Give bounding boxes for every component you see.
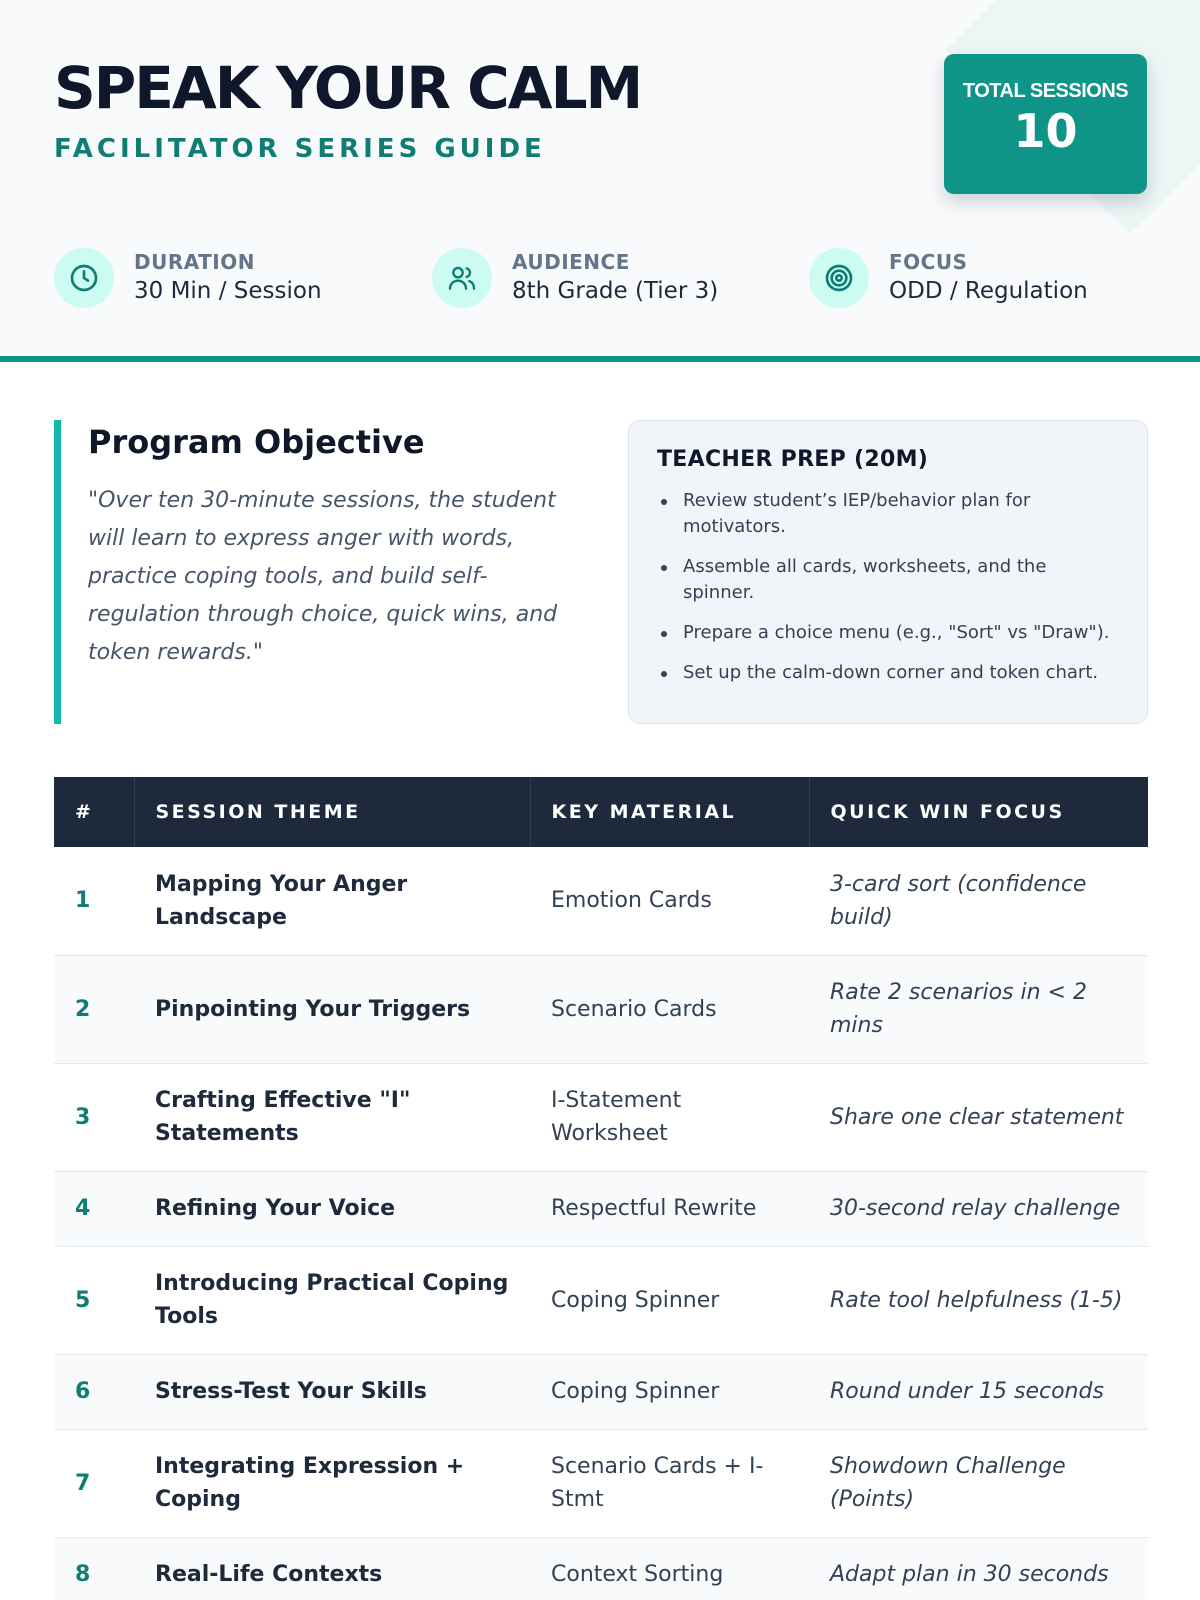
session-number: 1 (54, 847, 134, 955)
session-number: 5 (54, 1246, 134, 1354)
quick-win: 30-second relay challenge (809, 1171, 1148, 1246)
meta-label: FOCUS (889, 250, 968, 274)
table-row (54, 1354, 1148, 1429)
prep-item (657, 488, 1121, 540)
quick-win: Showdown Challenge (Points) (809, 1429, 1148, 1537)
teacher-prep-card (628, 420, 1148, 724)
key-material: Respectful Rewrite (530, 1171, 809, 1246)
quick-win: Share one clear statement (809, 1063, 1148, 1171)
session-number: 7 (54, 1429, 134, 1537)
key-material: Emotion Cards (530, 847, 809, 955)
table-row (54, 1246, 1148, 1354)
header (0, 0, 1200, 362)
prep-item (657, 620, 1121, 646)
session-number: 2 (54, 955, 134, 1063)
bullet-icon (661, 499, 667, 505)
prep-item-text: Set up the calm-down corner and token chart. (683, 662, 1099, 683)
quick-win: Round under 15 seconds (809, 1354, 1148, 1429)
meta-value: ODD / Regulation (889, 278, 1088, 304)
table-header-row (54, 777, 1148, 847)
table-row (54, 1429, 1148, 1537)
session-theme: Crafting Effective "I" Statements (134, 1063, 530, 1171)
header-number: # (54, 777, 134, 847)
meta-duration (54, 246, 322, 310)
table-row (54, 1171, 1148, 1246)
session-table (54, 777, 1148, 1600)
meta-value: 30 Min / Session (134, 278, 322, 304)
session-number: 4 (54, 1171, 134, 1246)
prep-item (657, 554, 1121, 606)
session-theme: Integrating Expression + Coping (134, 1429, 530, 1537)
header-quick-win-focus: QUICK WIN FOCUS (809, 777, 1148, 847)
bullet-icon (661, 671, 667, 677)
page-subtitle: FACILITATOR SERIES GUIDE (54, 134, 546, 164)
meta-audience (432, 246, 718, 310)
session-number: 6 (54, 1354, 134, 1429)
quick-win: 3-card sort (confidence build) (809, 847, 1148, 955)
target-icon (809, 248, 869, 308)
session-number: 8 (54, 1537, 134, 1600)
total-sessions-label: TOTAL SESSIONS (962, 80, 1129, 102)
session-theme: Mapping Your Anger Landscape (134, 847, 530, 955)
objective-quote: "Over ten 30-minute sessions, the student will learn to express anger with words, practice coping tools, and build self-regulation through choice, quick wins, and token rewards." (88, 488, 558, 665)
bullet-icon (661, 631, 667, 637)
bullet-icon (661, 565, 667, 571)
prep-item (657, 660, 1121, 686)
program-objective (54, 420, 574, 724)
key-material: I-Statement Worksheet (530, 1063, 809, 1171)
prep-item-text: Prepare a choice menu (e.g., "Sort" vs "Draw"). (683, 622, 1110, 643)
key-material: Scenario Cards (530, 955, 809, 1063)
key-material: Scenario Cards + I-Stmt (530, 1429, 809, 1537)
prep-list (657, 488, 1121, 686)
prep-title: TEACHER PREP (20M) (657, 447, 929, 472)
total-sessions-value: 10 (1013, 104, 1078, 158)
meta-value: 8th Grade (Tier 3) (512, 278, 719, 304)
key-material: Coping Spinner (530, 1354, 809, 1429)
prep-item-text: Review student’s IEP/behavior plan for motivators. (683, 490, 1031, 537)
session-theme: Real-Life Contexts (134, 1537, 530, 1600)
key-material: Coping Spinner (530, 1246, 809, 1354)
total-sessions-badge (944, 54, 1147, 194)
table-row (54, 847, 1148, 955)
header-session-theme: SESSION THEME (134, 777, 530, 847)
key-material: Context Sorting (530, 1537, 809, 1600)
quick-win: Rate tool helpfulness (1-5) (809, 1246, 1148, 1354)
quick-win: Rate 2 scenarios in < 2 mins (809, 955, 1148, 1063)
clock-icon (54, 248, 114, 308)
table-row (54, 955, 1148, 1063)
session-theme: Pinpointing Your Triggers (134, 955, 530, 1063)
quick-win: Adapt plan in 30 seconds (809, 1537, 1148, 1600)
header-key-material: KEY MATERIAL (530, 777, 809, 847)
meta-focus (809, 246, 1088, 310)
meta-label: DURATION (134, 250, 255, 274)
objective-title: Program Objective (88, 423, 425, 461)
meta-label: AUDIENCE (512, 250, 630, 274)
table-row (54, 1063, 1148, 1171)
session-theme: Refining Your Voice (134, 1171, 530, 1246)
users-icon (432, 248, 492, 308)
page-title: SPEAK YOUR CALM (54, 54, 642, 122)
session-theme: Stress-Test Your Skills (134, 1354, 530, 1429)
table-row (54, 1537, 1148, 1600)
session-number: 3 (54, 1063, 134, 1171)
prep-item-text: Assemble all cards, worksheets, and the spinner. (683, 556, 1047, 603)
session-theme: Introducing Practical Coping Tools (134, 1246, 530, 1354)
